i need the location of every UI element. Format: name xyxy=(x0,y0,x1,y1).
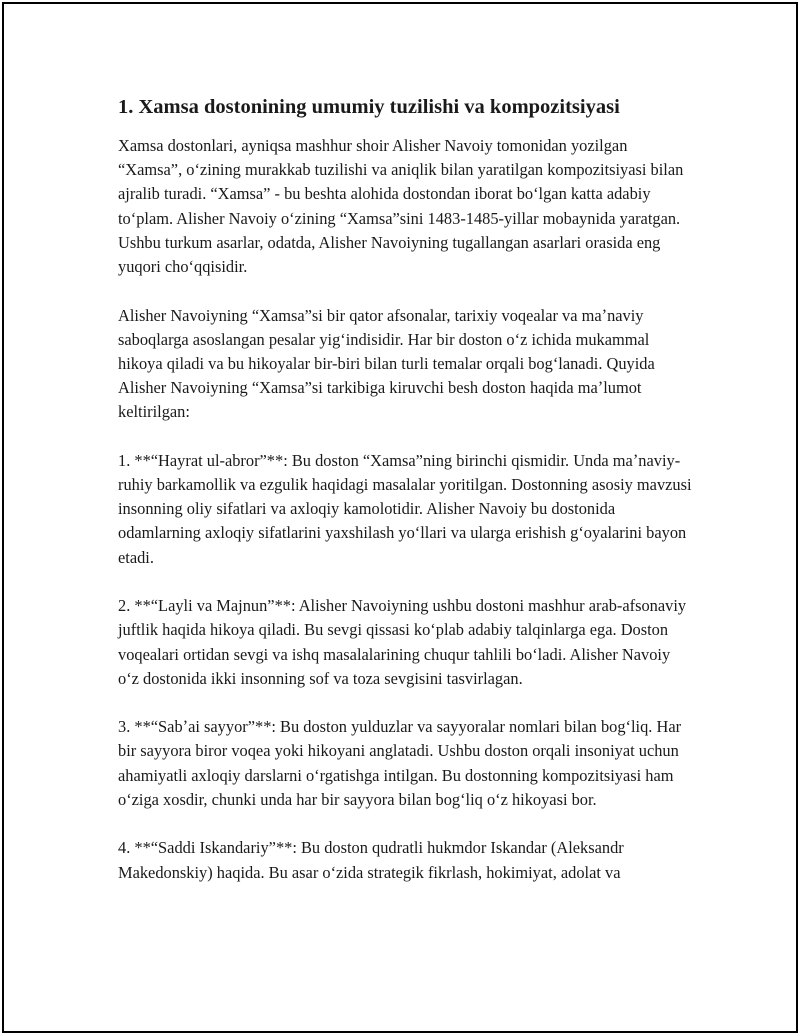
paragraph-item-4: 4. **“Saddi Iskandariy”**: Bu doston qudratli hukmdor Iskandar (Aleksandr Makedonskiy) haqida. Bu asar oʻzida strategik fikrlash, hokimiyat, adolat va xyxy=(118,838,624,882)
paragraph-item-3: 3. **“Sabʼai sayyor”**: Bu doston yulduzlar va sayyoralar nomlari bilan bogʻliq. Har bir sayyora biror voqea yoki hikoyani anglatadi. Ushbu doston orqali insoniyat uchun ahamiyatli axloqiy darslarni oʻrgatishga intilgan. Bu dostonning kompozitsiyasi ham oʻziga xosdir, chunki unda har bir sayyora bilan bogʻliq oʻz hikoyasi bor. xyxy=(118,717,682,809)
paragraph-item-2: 2. **“Layli va Majnun”**: Alisher Navoiyning ushbu dostoni mashhur arab-afsonaviy juftlik haqida hikoya qiladi. Bu sevgi qissasi koʻplab adabiy talqinlarga ega. Doston voqealari ortidan sevgi va ishq masalalarining chuqur tahlili boʻladi. Alisher Navoiy oʻz dostonida ikki insonning sof va toza sevgisini tasvirlagan. xyxy=(118,596,687,688)
paragraph-overview: Alisher Navoiyning “Xamsa”si bir qator afsonalar, tarixiy voqealar va maʼnaviy saboqlarga asoslangan pesalar yigʻindisidir. Har bir doston oʻz ichida mukammal hikoya qiladi va bu hikoyalar bir-biri bilan turli temalar orqali bogʻlanadi. Quyida Alisher Navoiyning “Xamsa”si tarkibiga kiruvchi besh doston haqida maʼlumot keltirilgan: xyxy=(118,305,655,422)
paragraph-item-1: 1. **“Hayrat ul-abror”**: Bu doston “Xamsa”ning birinchi qismidir. Unda maʼnaviy-ruhiy barkamollik va ezgulik haqidagi masalalar yoritilgan. Dostonning asosiy mavzusi insonning oliy sifatlari va axloqiy kamolotidir. Alisher Navoiy bu dostonida odamlarning axloqiy sifatlarini yaxshilash yoʻllari va ularga erishish gʻoyalarini bayon etadi. xyxy=(118,450,692,567)
document-title: 1. Xamsa dostonining umumiy tuzilishi va kompozitsiyasi xyxy=(118,96,620,118)
document-body xyxy=(118,94,693,909)
paragraph-intro: Xamsa dostonlari, ayniqsa mashhur shoir Alisher Navoiy tomonidan yozilgan “Xamsa”, oʻzining murakkab tuzilishi va aniqlik bilan yaratilgan kompozitsiyasi bilan ajralib turadi. “Xamsa” - bu beshta alohida dostondan iborat boʻlgan katta adabiy toʻplam. Alisher Navoiy oʻzining “Xamsa”sini 1483-1485-yillar mobaynida yaratgan. Ushbu turkum asarlar, odatda, Alisher Navoiyning tugallangan asarlari orasida eng yuqori choʻqqisidir. xyxy=(118,136,684,277)
